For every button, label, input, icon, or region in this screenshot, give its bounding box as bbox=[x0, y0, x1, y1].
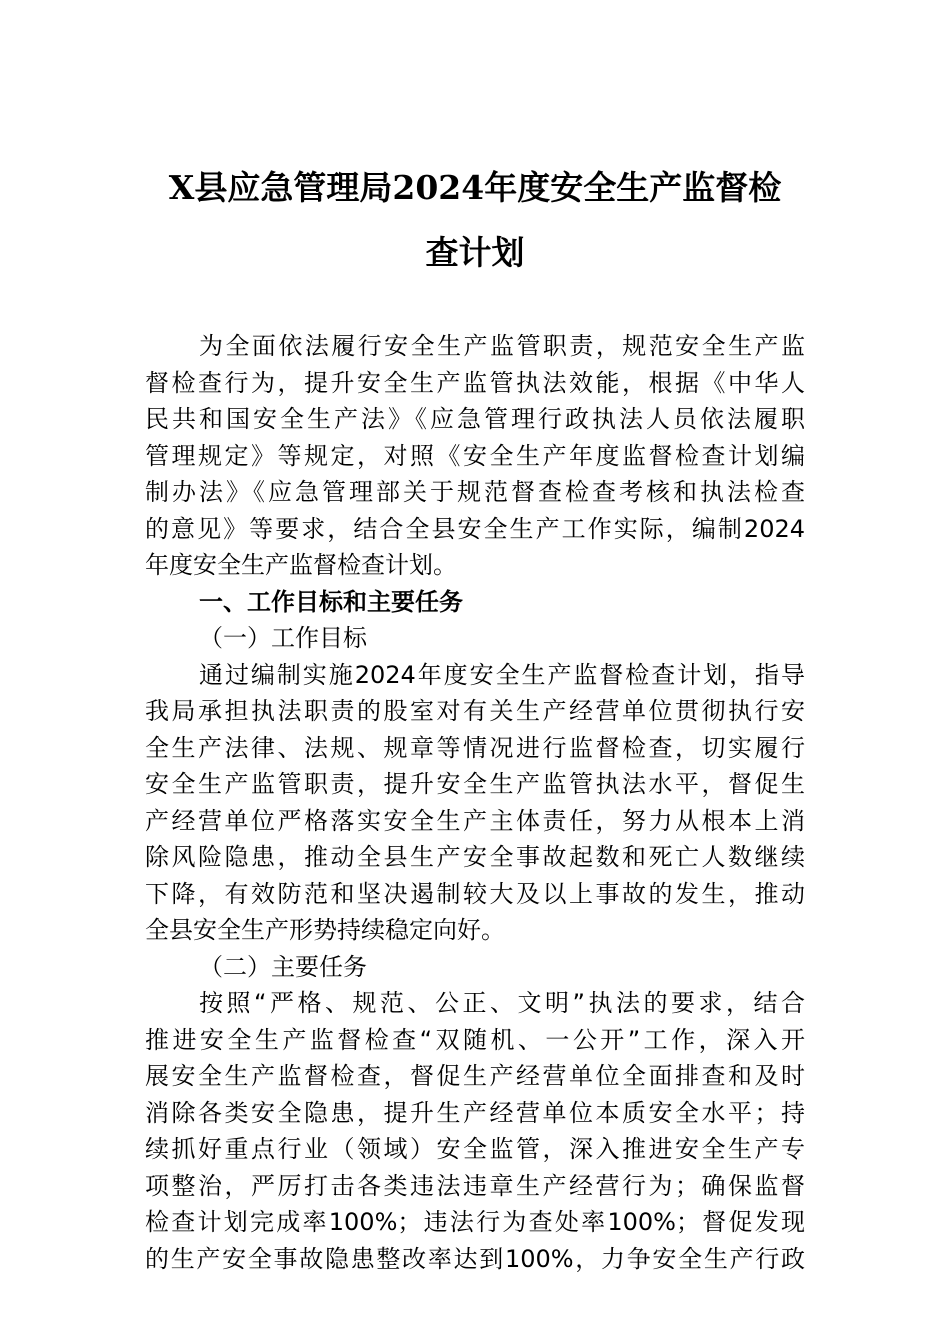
document-title-line-1: X县应急管理局2024年度安全生产监督检 bbox=[168, 168, 782, 207]
paragraph-line: 下降，有效防范和坚决遏制较大及以上事故的发生，推动 bbox=[145, 879, 805, 908]
subsection-heading: （一）工作目标 bbox=[199, 624, 367, 652]
main-tasks-paragraph bbox=[145, 985, 805, 1277]
paragraph-line: 安全生产监管职责，提升安全生产监管执法水平，督促生 bbox=[145, 770, 805, 798]
paragraph-line: 续抓好重点行业（领域）安全监管，深入推进安全生产专 bbox=[145, 1135, 805, 1163]
paragraph-line: 项整治，严厉打击各类违法违章生产经营行为；确保监督 bbox=[145, 1171, 805, 1200]
paragraph-line: 产经营单位严格落实安全生产主体责任，努力从根本上消 bbox=[145, 806, 805, 835]
paragraph-line: 检查计划完成率100%；违法行为查处率100%；督促发现 bbox=[145, 1208, 805, 1236]
subsection-heading: （二）主要任务 bbox=[199, 952, 367, 981]
paragraph-line: 通过编制实施2024年度安全生产监督检查计划，指导 bbox=[199, 660, 805, 689]
document-body bbox=[145, 328, 805, 1277]
paragraph-line: 为全面依法履行安全生产监管职责，规范安全生产监 bbox=[199, 332, 805, 360]
paragraph-line: 全生产法律、法规、规章等情况进行监督检查，切实履行 bbox=[145, 733, 805, 762]
work-goal-paragraph bbox=[145, 657, 805, 949]
intro-paragraph bbox=[145, 328, 805, 584]
paragraph-line: 的意见》等要求，结合全县安全生产工作实际，编制2024 bbox=[145, 514, 805, 543]
paragraph-line: 展安全生产监督检查，督促生产经营单位全面排查和及时 bbox=[145, 1062, 805, 1090]
paragraph-line: 管理规定》等规定，对照《安全生产年度监督检查计划编 bbox=[145, 441, 805, 470]
paragraph-line: 我局承担执法职责的股室对有关生产经营单位贯彻执行安 bbox=[145, 697, 805, 725]
paragraph-line: 推进安全生产监督检查“双随机、一公开”工作，深入开 bbox=[145, 1025, 805, 1054]
document-title-line-2: 查计划 bbox=[425, 233, 525, 272]
paragraph-line: 按照“严格、规范、公正、文明”执法的要求，结合 bbox=[199, 989, 805, 1017]
section-heading: 一、工作目标和主要任务 bbox=[199, 587, 463, 616]
paragraph-line: 民共和国安全生产法》《应急管理行政执法人员依法履职 bbox=[145, 405, 805, 433]
paragraph-line: 制办法》《应急管理部关于规范督查检查考核和执法检查 bbox=[145, 478, 805, 506]
paragraph-line: 全县安全生产形势持续稳定向好。 bbox=[145, 916, 505, 944]
paragraph-line: 消除各类安全隐患，提升生产经营单位本质安全水平；持 bbox=[145, 1098, 805, 1127]
paragraph-line: 的生产安全事故隐患整改率达到100%，力争安全生产行政 bbox=[145, 1244, 805, 1273]
paragraph-line: 年度安全生产监督检查计划。 bbox=[145, 551, 457, 579]
paragraph-line: 除风险隐患，推动全县生产安全事故起数和死亡人数继续 bbox=[145, 843, 805, 871]
paragraph-line: 督检查行为，提升安全生产监管执法效能，根据《中华人 bbox=[145, 368, 805, 397]
